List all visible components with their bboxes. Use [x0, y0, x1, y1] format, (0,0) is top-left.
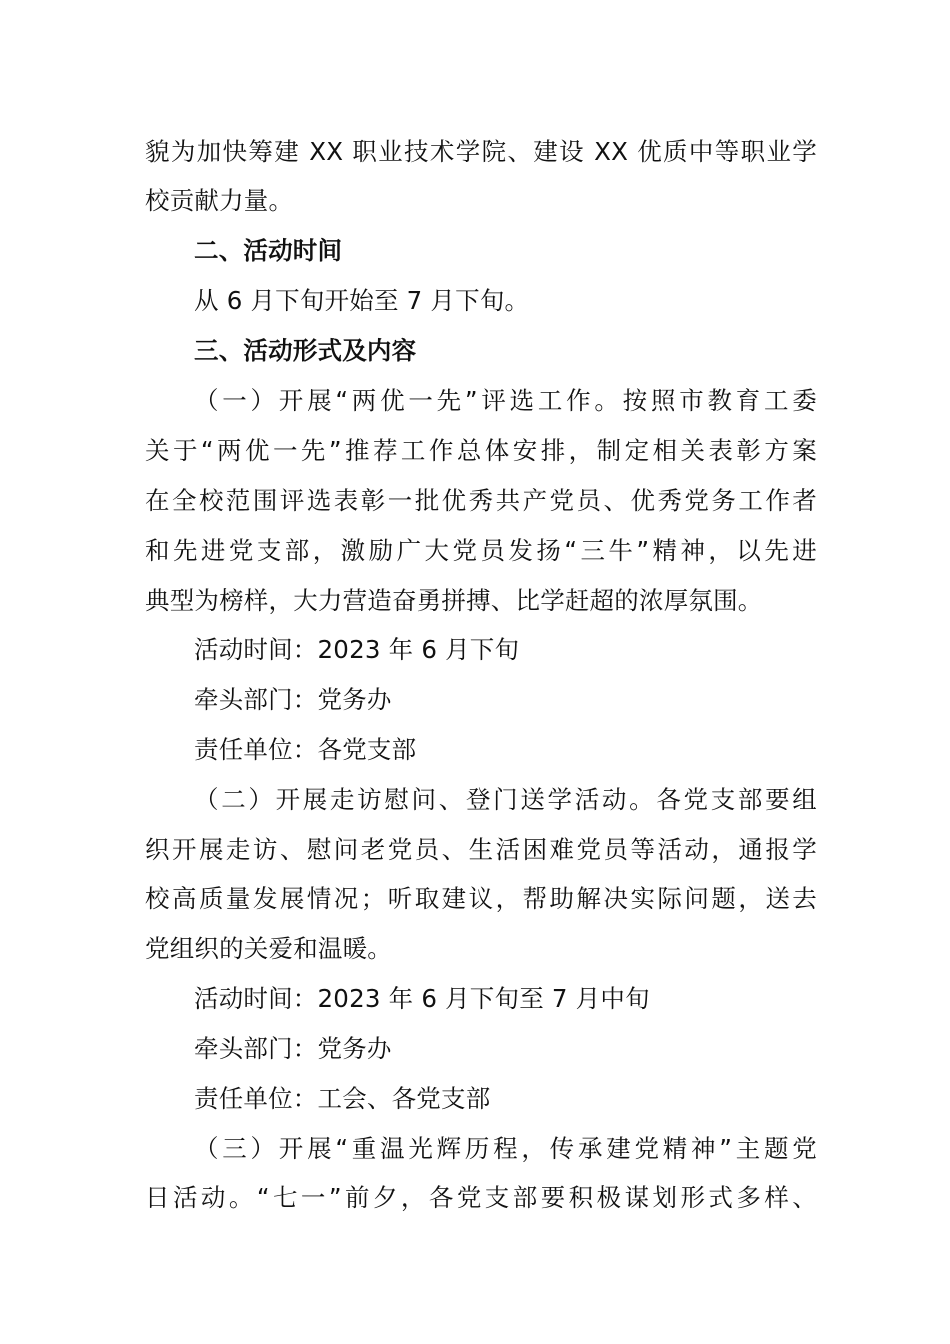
paragraph-line: （二）开展走访慰问、登门送学活动。各党支部要组	[194, 785, 817, 814]
paragraph-line: 在全校范围评选表彰一批优秀共产党员、优秀党务工作者	[145, 486, 817, 515]
activity-time: 活动时间：2023 年 6 月下旬至 7 月中旬	[194, 984, 650, 1013]
paragraph-line: 校贡献力量。	[145, 186, 294, 215]
paragraph-line: 貌为加快筹建 XX 职业技术学院、建设 XX 优质中等职业学	[145, 137, 817, 166]
paragraph-line: 关于“两优一先”推荐工作总体安排，制定相关表彰方案	[145, 436, 817, 465]
paragraph-line: 党组织的关爱和温暖。	[145, 934, 392, 963]
paragraph-line: 织开展走访、慰问老党员、生活困难党员等活动，通报学	[145, 835, 817, 864]
paragraph-line: 从 6 月下旬开始至 7 月下旬。	[194, 286, 530, 315]
lead-department: 牵头部门：党务办	[194, 685, 392, 714]
paragraph-line: 典型为榜样，大力营造奋勇拼搏、比学赶超的浓厚氛围。	[145, 586, 763, 615]
paragraph-line: 日活动。“七一”前夕，各党支部要积极谋划形式多样、	[145, 1183, 817, 1212]
paragraph-line: （一）开展“两优一先”评选工作。按照市教育工委	[194, 386, 817, 415]
paragraph-line: （三）开展“重温光辉历程，传承建党精神”主题党	[194, 1134, 817, 1163]
paragraph-line: 校高质量发展情况；听取建议，帮助解决实际问题，送去	[145, 884, 817, 913]
responsible-unit: 责任单位：工会、各党支部	[194, 1084, 491, 1113]
section-heading: 二、活动时间	[194, 236, 343, 265]
responsible-unit: 责任单位：各党支部	[194, 735, 417, 764]
lead-department: 牵头部门：党务办	[194, 1034, 392, 1063]
paragraph-line: 和先进党支部，激励广大党员发扬“三牛”精神，以先进	[145, 536, 817, 565]
activity-time: 活动时间：2023 年 6 月下旬	[194, 635, 520, 664]
section-heading: 三、活动形式及内容	[194, 336, 417, 365]
